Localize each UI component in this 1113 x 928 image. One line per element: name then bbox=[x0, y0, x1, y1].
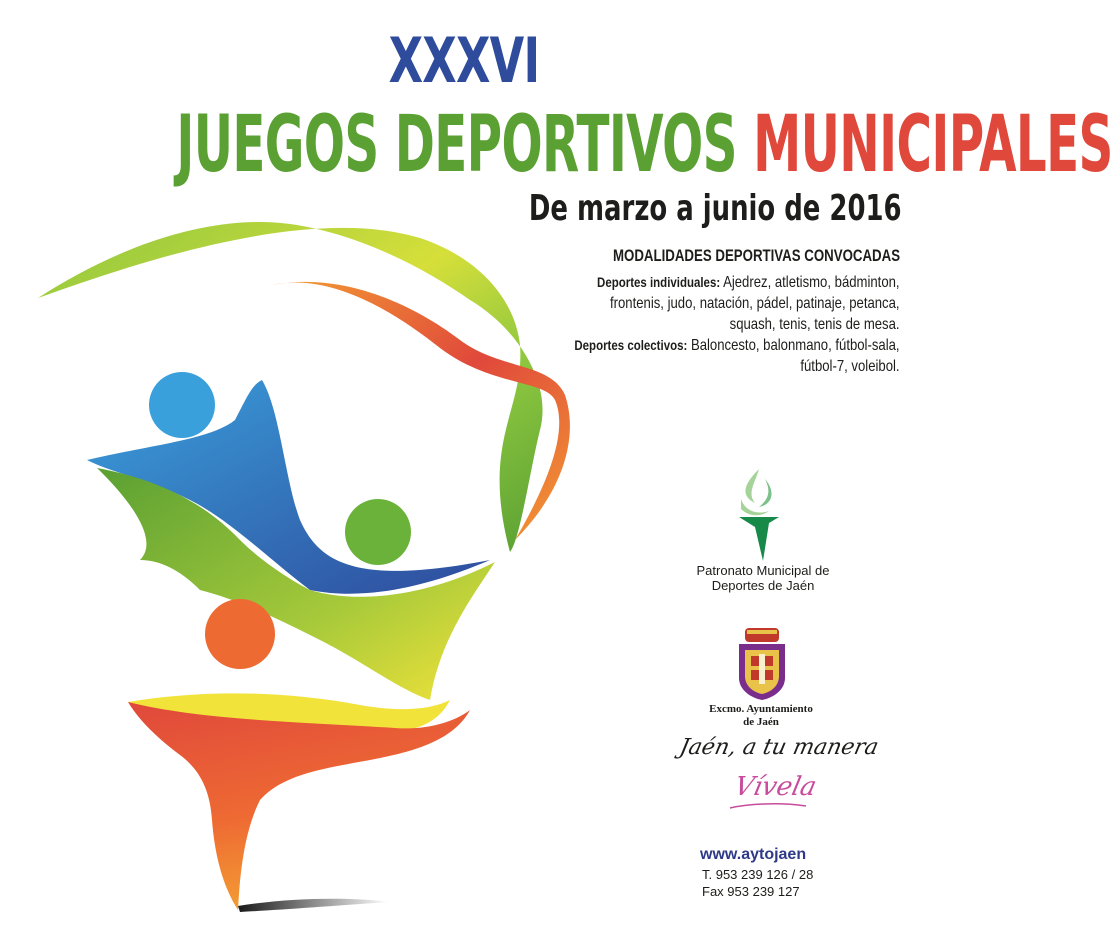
slogan-underline-icon bbox=[728, 800, 808, 812]
event-title bbox=[176, 100, 1113, 190]
ayuntamiento-label: Excmo. Ayuntamiento de Jaén bbox=[709, 703, 813, 728]
individual-line-1: Deportes individuales: Ajedrez, atletismo, bádminton, bbox=[597, 274, 900, 291]
foot-shadow bbox=[238, 899, 390, 912]
patronato-label: Patronato Municipal de Deportes de Jaén bbox=[696, 563, 830, 593]
fax-number: Fax 953 239 127 bbox=[702, 884, 800, 899]
head-green bbox=[345, 499, 411, 565]
torch-logo-icon bbox=[725, 465, 795, 563]
individual-line-3: squash, tenis, tenis de mesa. bbox=[730, 316, 900, 333]
title-part-1: JUEGOS DEPORTIVOS bbox=[176, 100, 737, 190]
website-link[interactable]: www.aytojaen bbox=[700, 846, 807, 863]
head-orange bbox=[205, 599, 275, 669]
figure-red bbox=[128, 702, 470, 910]
slogan-vivela: Vívela bbox=[731, 772, 820, 802]
phone-number: T. 953 239 126 / 28 bbox=[702, 867, 814, 882]
collective-label: Deportes colectivos: bbox=[574, 337, 688, 353]
head-blue bbox=[149, 372, 215, 438]
figure-green bbox=[97, 468, 495, 700]
individual-label: Deportes individuales: bbox=[597, 274, 721, 290]
collective-line-2: fútbol-7, voleibol. bbox=[800, 358, 900, 375]
sports-list bbox=[575, 272, 900, 377]
collective-line-1: Deportes colectivos: Baloncesto, balonmano, fútbol-sala, bbox=[574, 337, 900, 354]
individual-line-2: frontenis, judo, natación, pádel, patinaje, petanca, bbox=[610, 295, 900, 312]
title-part-2: MUNICIPALES bbox=[753, 100, 1113, 190]
edition-number: XXXVI bbox=[388, 24, 540, 97]
slogan-jaen: Jaén, a tu manera bbox=[677, 735, 881, 760]
modalities-heading: MODALIDADES DEPORTIVAS CONVOCADAS bbox=[612, 246, 900, 265]
coat-of-arms-icon bbox=[733, 626, 791, 702]
event-dates: De marzo a junio de 2016 bbox=[529, 188, 902, 229]
